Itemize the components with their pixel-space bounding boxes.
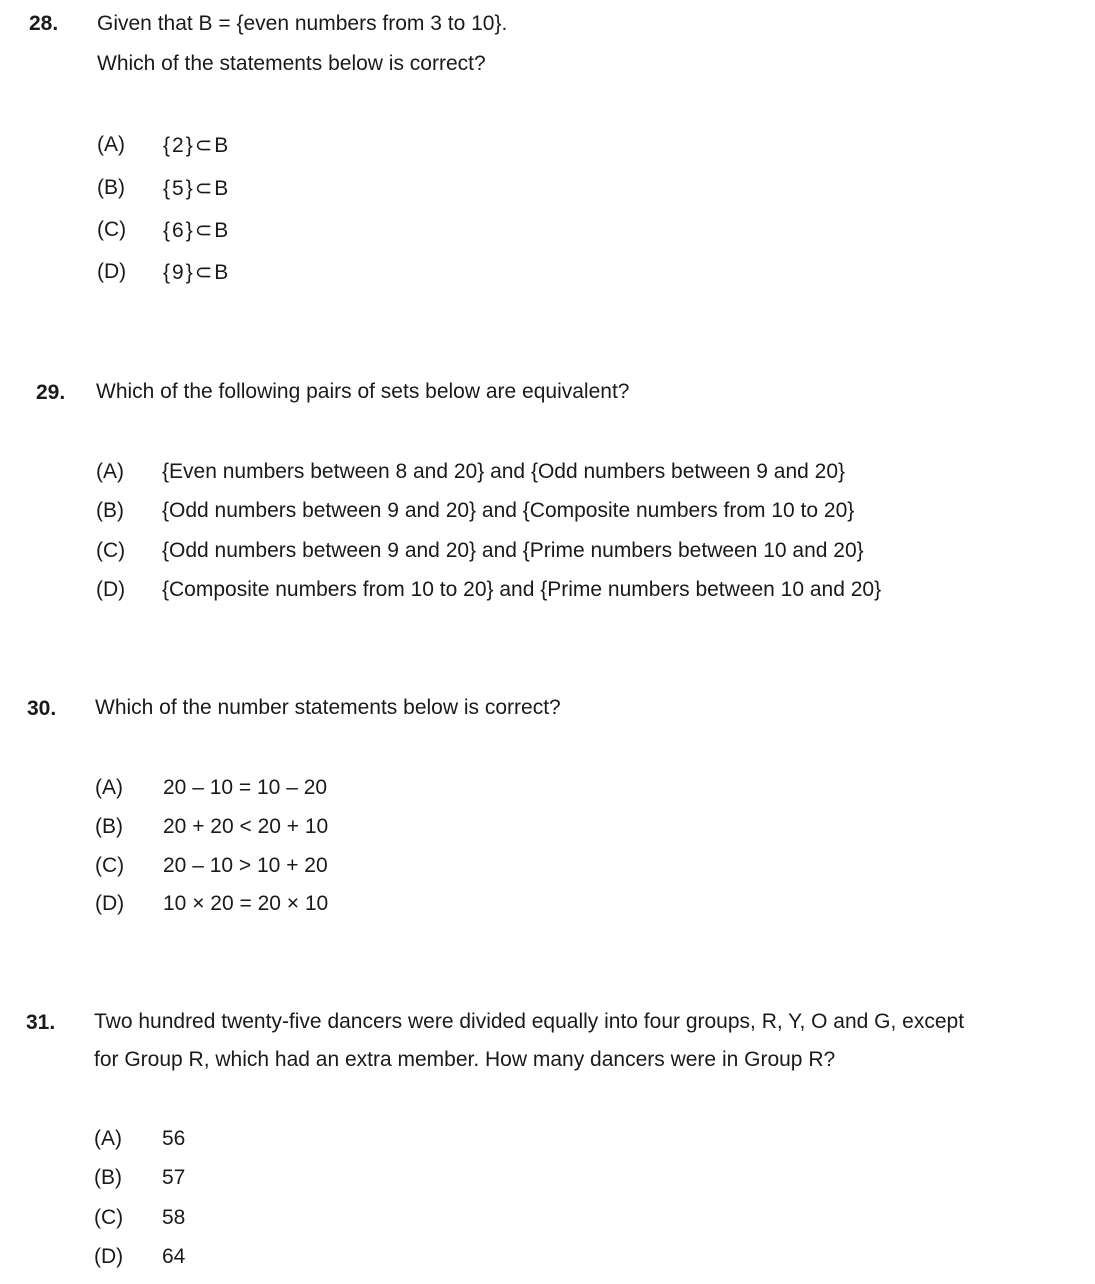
option-text: {2}⊂B	[163, 134, 231, 157]
option-text: {6}⊂B	[163, 219, 231, 242]
question-number: 30.	[27, 697, 57, 720]
option-label: (B)	[96, 499, 124, 522]
option-label: (D)	[95, 892, 125, 915]
question-stem-line-2: Which of the statements below is correct?	[97, 52, 486, 75]
option-text: 20 – 10 = 10 – 20	[163, 776, 328, 799]
option-label: (D)	[94, 1245, 124, 1268]
option-text: {Composite numbers from 10 to 20} and {Prime numbers between 10 and 20}	[162, 578, 882, 601]
question-number: 29.	[36, 381, 66, 404]
option-label: (A)	[96, 460, 124, 483]
option-label: (A)	[94, 1127, 122, 1150]
option-text: 20 + 20 < 20 + 10	[163, 815, 329, 838]
option-text: 56	[162, 1127, 186, 1150]
option-text: {5}⊂B	[163, 177, 231, 200]
question-stem-line-1: Which of the number statements below is correct?	[95, 696, 561, 719]
option-label: (B)	[94, 1166, 122, 1189]
option-label: (D)	[96, 578, 126, 601]
option-label: (A)	[97, 133, 125, 156]
question-number: 31.	[26, 1011, 56, 1034]
option-label: (C)	[95, 854, 125, 877]
option-label: (B)	[95, 815, 123, 838]
option-label: (C)	[94, 1206, 124, 1229]
question-stem-line-1: Two hundred twenty-five dancers were divided equally into four groups, R, Y, O and G, except	[94, 1010, 965, 1033]
option-label: (A)	[95, 776, 123, 799]
option-label: (B)	[97, 176, 125, 199]
question-stem-line-1: Which of the following pairs of sets below are equivalent?	[96, 380, 630, 403]
question-number: 28.	[29, 12, 59, 35]
option-text: {9}⊂B	[163, 261, 231, 284]
question-stem-line-1: Given that B = {even numbers from 3 to 10}.	[97, 12, 508, 35]
option-text: 10 × 20 = 20 × 10	[163, 892, 329, 915]
option-text: {Even numbers between 8 and 20} and {Odd numbers between 9 and 20}	[162, 460, 846, 483]
option-text: 58	[162, 1206, 186, 1229]
option-label: (C)	[96, 539, 126, 562]
question-stem-line-2: for Group R, which had an extra member. How many dancers were in Group R?	[94, 1048, 836, 1071]
option-text: {Odd numbers between 9 and 20} and {Prime numbers between 10 and 20}	[162, 539, 864, 562]
option-text: 20 – 10 > 10 + 20	[163, 854, 328, 877]
option-text: {Odd numbers between 9 and 20} and {Composite numbers from 10 to 20}	[162, 499, 855, 522]
option-label: (D)	[97, 260, 127, 283]
option-text: 57	[162, 1166, 186, 1189]
option-label: (C)	[97, 218, 127, 241]
option-text: 64	[162, 1245, 186, 1268]
